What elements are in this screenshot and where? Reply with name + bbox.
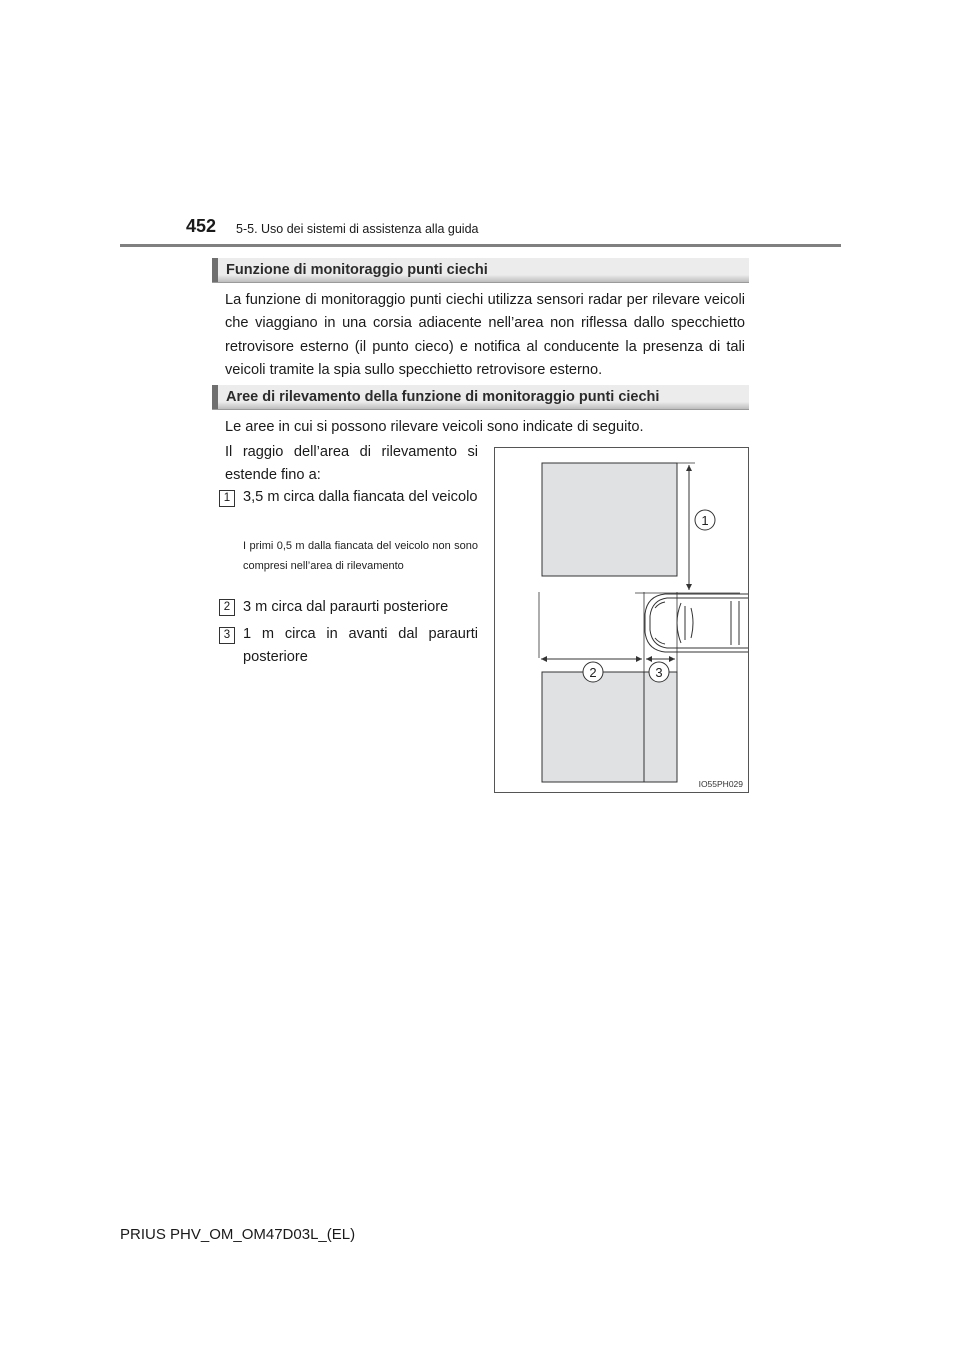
svg-text:1: 1	[701, 513, 709, 528]
running-head: 5-5. Uso dei sistemi di assistenza alla guida	[236, 222, 479, 236]
item-text-3: 1 m circa in avanti dal paraurti posteriore	[243, 626, 478, 665]
side-detection-zone	[542, 463, 677, 576]
page-number: 452	[186, 216, 217, 236]
vehicle-outline	[645, 594, 748, 652]
heading-marker	[212, 385, 218, 409]
callout-3	[649, 662, 669, 682]
areas-paragraph: Le aree in cui si possono rilevare veicoli sono indicate di seguito.	[225, 419, 644, 435]
detection-area-diagram	[494, 447, 749, 793]
callout-1	[695, 510, 715, 530]
svg-text:3: 3	[655, 665, 663, 680]
callout-2	[583, 662, 603, 682]
svg-text:2: 2	[589, 665, 597, 680]
section-title: Aree di rilevamento della funzione di monitoraggio punti ciechi	[226, 389, 660, 405]
figure-code: IO55PH029	[698, 779, 743, 789]
item-text-1: 3,5 m circa dalla fiancata del veicolo	[243, 489, 478, 505]
heading-marker	[212, 258, 218, 282]
rear-detection-zone	[542, 672, 677, 782]
section-heading-detection-areas	[212, 385, 749, 410]
item-number-3: 3	[219, 627, 235, 644]
section-title: Funzione di monitoraggio punti ciechi	[226, 262, 488, 278]
section-heading-blind-spot-monitor	[212, 258, 749, 283]
footer-document-id: PRIUS PHV_OM_OM47D03L_(EL)	[120, 1226, 356, 1243]
item-number-2: 2	[219, 599, 235, 616]
item-number-1: 1	[219, 490, 235, 507]
range-intro: Il raggio dell’area di rilevamento si estende fino a:	[225, 444, 478, 483]
header-rule	[120, 244, 841, 247]
note-text: I primi 0,5 m dalla fiancata del veicolo non sono compresi nell’area di rilevamento	[243, 540, 478, 572]
intro-paragraph: La funzione di monitoraggio punti ciechi utilizza sensori radar per rilevare veicoli che viaggiano in una corsia adiacente nell’area non riflessa dallo specchietto retrovisore esterno (il punto cieco) e notifica al conducente la presenza di tali veicoli tramite la spia sullo specchietto retrovisore esterno.	[225, 292, 745, 379]
item-text-2: 3 m circa dal paraurti posteriore	[243, 599, 449, 615]
